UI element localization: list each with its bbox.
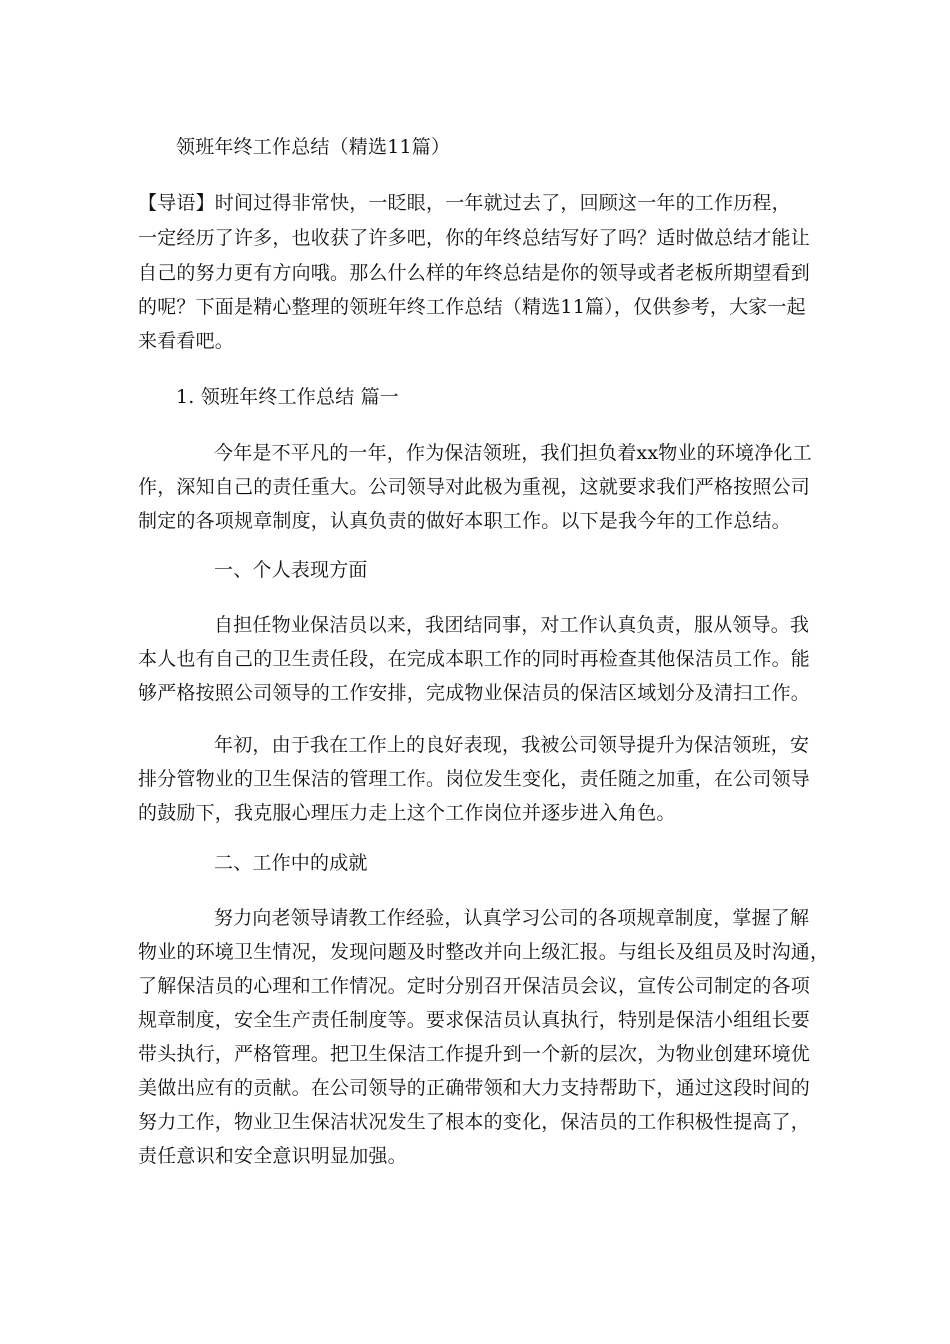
- paragraph-line: 作，深知自己的责任重大。公司领导对此极为重视，这就要求我们严格按照公司: [138, 476, 811, 498]
- paragraph-line: 努力向老领导请教工作经验，认真学习公司的各项规章制度，掌握了解: [214, 907, 810, 929]
- paragraph-line: 排分管物业的卫生保洁的管理工作。岗位发生变化，责任随之加重，在公司领导: [138, 768, 811, 790]
- document-title: 领班年终工作总结（精选11篇）: [176, 136, 451, 158]
- paragraph-line: 制定的各项规章制度，认真负责的做好本职工作。以下是我今年的工作总结。: [138, 510, 791, 532]
- intro-line: 一定经历了许多，也收获了许多吧，你的年终总结写好了吗？适时做总结才能让: [138, 227, 811, 249]
- paragraph-line: 自担任物业保洁员以来，我团结同事，对工作认真负责，服从领导。我: [214, 614, 810, 636]
- paragraph-line: 努力工作，物业卫生保洁状况发生了根本的变化，保洁员的工作积极性提高了，: [138, 1111, 811, 1133]
- paragraph-line: 了解保洁员的心理和工作情况。定时分别召开保洁员会议，宣传公司制定的各项: [138, 975, 811, 997]
- section-heading: 1. 领班年终工作总结 篇一: [176, 386, 400, 408]
- subheading-achievements: 二、工作中的成就: [214, 852, 368, 874]
- intro-line: 【导语】时间过得非常快，一眨眼，一年就过去了，回顾这一年的工作历程，: [138, 192, 791, 214]
- paragraph-line: 够严格按照公司领导的工作安排，完成物业保洁员的保洁区域划分及清扫工作。: [138, 682, 811, 704]
- paragraph-line: 本人也有自己的卫生责任段，在完成本职工作的同时再检查其他保洁员工作。能: [138, 648, 811, 670]
- paragraph-line: 年初，由于我在工作上的良好表现，我被公司领导提升为保洁领班，安: [214, 734, 810, 756]
- paragraph-line: 今年是不平凡的一年，作为保洁领班，我们担负着xx物业的环境净化工: [214, 442, 812, 464]
- paragraph-line: 规章制度，安全生产责任制度等。要求保洁员认真执行，特别是保洁小组组长要: [138, 1009, 811, 1031]
- paragraph-line: 美做出应有的贡献。在公司领导的正确带领和大力支持帮助下，通过这段时间的: [138, 1077, 811, 1099]
- paragraph-line: 责任意识和安全意识明显加强。: [138, 1145, 407, 1167]
- intro-line: 来看看吧。: [138, 330, 235, 352]
- intro-line: 的呢？下面是精心整理的领班年终工作总结（精选11篇），仅供参考，大家一起: [138, 296, 806, 318]
- subheading-personal: 一、个人表现方面: [214, 559, 368, 581]
- paragraph-line: 带头执行，严格管理。把卫生保洁工作提升到一个新的层次，为物业创建环境优: [138, 1043, 811, 1065]
- intro-line: 自己的努力更有方向哦。那么什么样的年终总结是你的领导或者老板所期望看到: [138, 262, 811, 284]
- paragraph-line: 物业的环境卫生情况，发现问题及时整改并向上级汇报。与组长及组员及时沟通，: [138, 941, 830, 963]
- paragraph-line: 的鼓励下，我克服心理压力走上这个工作岗位并逐步进入角色。: [138, 802, 676, 824]
